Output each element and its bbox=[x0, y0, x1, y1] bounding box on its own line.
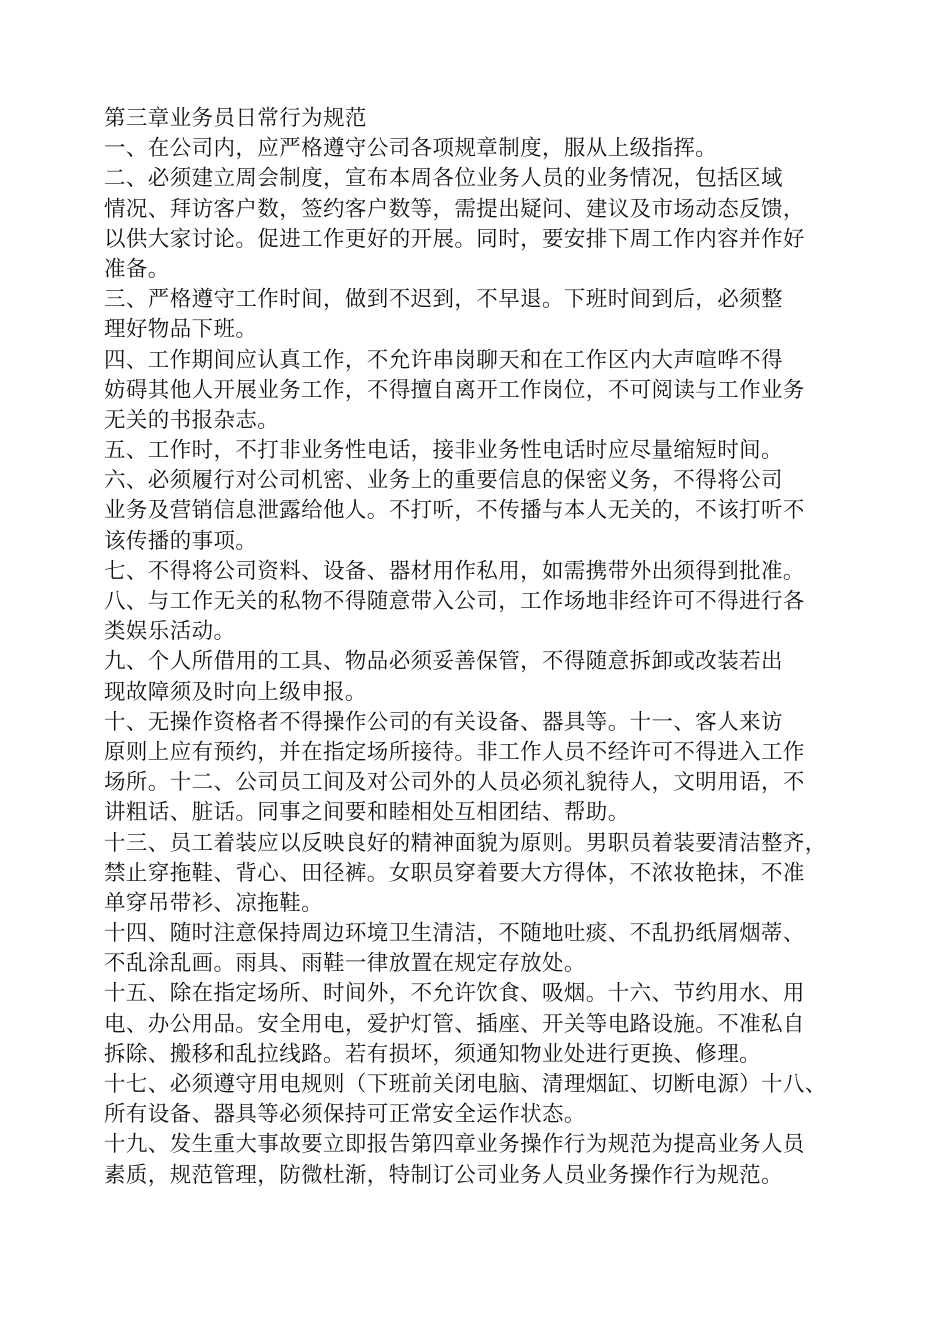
chapter-title: 第三章业务员日常行为规范 bbox=[104, 106, 367, 131]
text-line: 现故障须及时向上级申报。 bbox=[104, 679, 367, 705]
text-line: 三、严格遵守工作时间，做到不迟到，不早退。下班时间到后，必须整 bbox=[104, 287, 783, 313]
text-line: 一、在公司内，应严格遵守公司各项规章制度，服从上级指挥。 bbox=[104, 136, 718, 162]
text-line: 八、与工作无关的私物不得随意带入公司，工作场地非经许可不得进行各 bbox=[104, 589, 805, 614]
text-line: 十五、除在指定场所、时间外，不允许饮食、吸烟。十六、节约用水、用 bbox=[104, 981, 805, 1007]
text-line: 类娱乐活动。 bbox=[104, 619, 236, 645]
text-line: 拆除、搬移和乱拉线路。若有损坏，须通知物业处进行更换、修理。 bbox=[104, 1041, 762, 1067]
text-line: 四、工作期间应认真工作，不允许串岗聊天和在工作区内大声喧哗不得 bbox=[104, 347, 783, 373]
text-line: 十九、发生重大事故要立即报告第四章业务操作行为规范为提高业务人员 bbox=[104, 1132, 805, 1158]
text-line: 不乱涂乱画。雨具、雨鞋一律放置在规定存放处。 bbox=[104, 951, 586, 977]
text-line: 五、工作时，不打非业务性电话，接非业务性电话时应尽量缩短时间。 bbox=[104, 438, 783, 464]
text-line: 十、无操作资格者不得操作公司的有关设备、器具等。十一、客人来访 bbox=[104, 709, 783, 735]
document-body bbox=[104, 104, 864, 1191]
text-line: 无关的书报杂志。 bbox=[104, 407, 280, 433]
text-line: 原则上应有预约，并在指定场所接待。非工作人员不经许可不得进入工作 bbox=[104, 739, 805, 765]
text-line: 妨碍其他人开展业务工作，不得擅自离开工作岗位，不可阅读与工作业务 bbox=[104, 377, 805, 403]
text-line: 九、个人所借用的工具、物品必须妥善保管，不得随意拆卸或改装若出 bbox=[104, 649, 783, 675]
text-line: 禁止穿拖鞋、背心、田径裤。女职员穿着要大方得体，不浓妆艳抹，不准 bbox=[104, 860, 805, 886]
text-line: 讲粗话、脏话。同事之间要和睦相处互相团结、帮助。 bbox=[104, 800, 630, 826]
text-line: 十四、随时注意保持周边环境卫生清洁，不随地吐痰、不乱扔纸屑烟蒂、 bbox=[104, 921, 805, 947]
text-line: 十七、必须遵守用电规则（下班前关闭电脑、清理烟缸、切断电源）十八、 bbox=[104, 1072, 827, 1097]
text-line: 准备。 bbox=[104, 256, 170, 282]
text-line: 所有设备、器具等必须保持可正常安全运作状态。 bbox=[104, 1102, 586, 1128]
text-line: 以供大家讨论。促进工作更好的开展。同时，要安排下周工作内容并作好 bbox=[104, 226, 805, 252]
text-line: 七、不得将公司资料、设备、器材用作私用，如需携带外出须得到批准。 bbox=[104, 558, 805, 584]
text-line: 理好物品下班。 bbox=[104, 317, 258, 343]
text-line: 素质，规范管理，防微杜渐，特制订公司业务人员业务操作行为规范。 bbox=[104, 1162, 783, 1188]
text-line: 场所。十二、公司员工间及对公司外的人员必须礼貌待人，文明用语，不 bbox=[104, 770, 805, 796]
text-line: 二、必须建立周会制度，宣布本周各位业务人员的业务情况，包括区域 bbox=[104, 166, 783, 192]
text-line: 业务及营销信息泄露给他人。不打听，不传播与本人无关的，不该打听不 bbox=[104, 498, 805, 524]
text-line: 电、办公用品。安全用电，爱护灯管、插座、开关等电路设施。不准私自 bbox=[104, 1011, 805, 1037]
text-line: 情况、拜访客户数，签约客户数等，需提出疑问、建议及市场动态反馈， bbox=[104, 196, 805, 222]
text-line: 该传播的事项。 bbox=[104, 528, 258, 554]
text-line: 六、必须履行对公司机密、业务上的重要信息的保密义务，不得将公司 bbox=[104, 468, 783, 494]
text-line: 单穿吊带衫、凉拖鞋。 bbox=[104, 890, 324, 916]
text-line: 十三、员工着装应以反映良好的精神面貌为原则。男职员着装要清洁整齐， bbox=[104, 830, 827, 856]
